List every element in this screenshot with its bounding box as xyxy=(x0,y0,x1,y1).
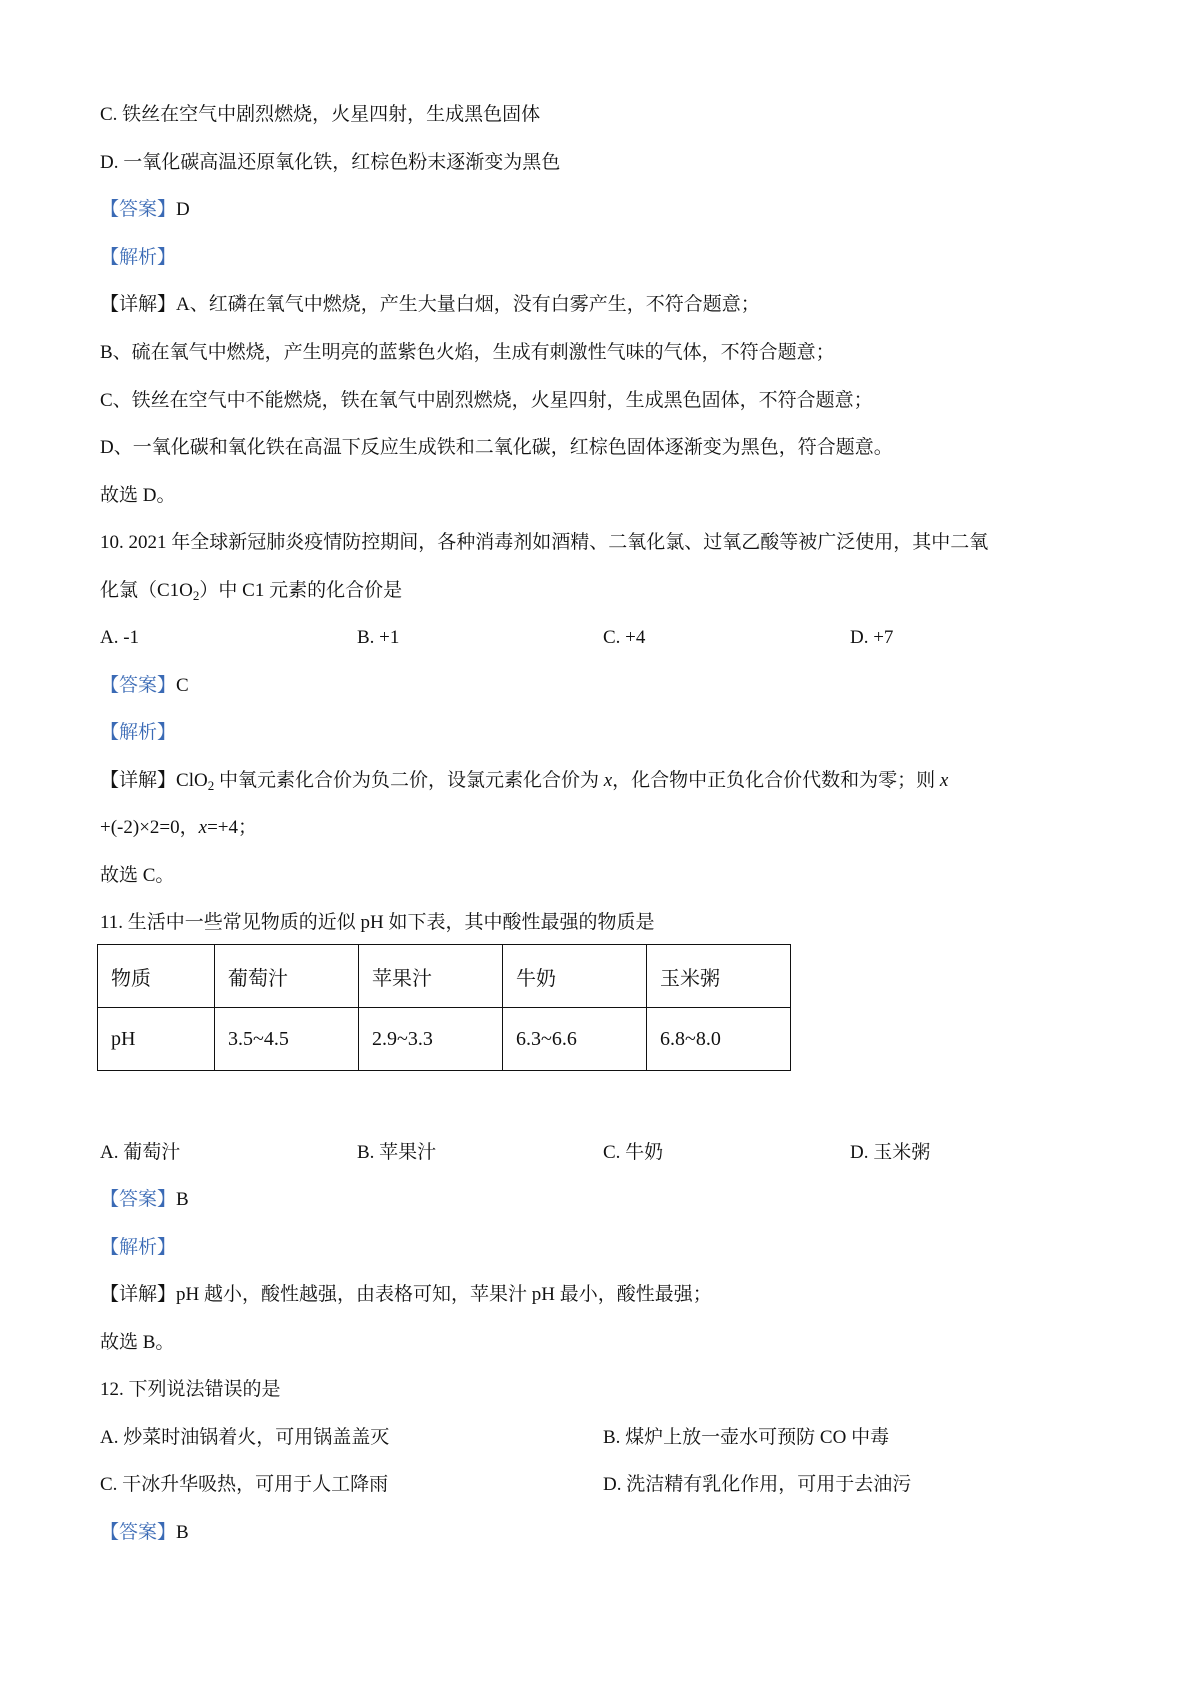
q11-option-d: D. 玉米粥 xyxy=(850,1142,931,1163)
q9-option-d: D. 一氧化碳高温还原氧化铁，红棕色粉末逐渐变为黑色 xyxy=(100,152,561,173)
q10-option-c: C. +4 xyxy=(603,627,646,648)
table-row xyxy=(98,1008,791,1071)
q11-conclusion: 故选 B。 xyxy=(100,1332,175,1353)
q9-conclusion: 故选 D。 xyxy=(100,485,176,506)
q12-option-c: C. 干冰升华吸热，可用于人工降雨 xyxy=(100,1474,389,1495)
table-header-row xyxy=(98,945,791,1008)
q9-detail-d: D、一氧化碳和氧化铁在高温下反应生成铁和二氧化碳，红棕色固体逐渐变为黑色，符合题意。 xyxy=(100,437,893,458)
q10-detail-line1: 【详解】ClO$_2$ 中氧元素化合价为负二价，设氯元素化合价为 x，化合物中正负化合价代数和为零；则 x xyxy=(100,770,949,793)
table-cell: 6.3~6.6 xyxy=(503,1008,647,1071)
q12-stem: 12. 下列说法错误的是 xyxy=(100,1379,281,1400)
q10-stem-line2: 化氯$(C1O_2)$中 C1 元素的化合价是 xyxy=(100,580,403,603)
table-cell: 玉米粥 xyxy=(647,945,791,1008)
table-cell: pH xyxy=(98,1008,215,1071)
answer-value: B xyxy=(176,1522,189,1543)
q10-option-d: D. +7 xyxy=(850,627,894,648)
q10-option-a: A. -1 xyxy=(100,627,140,648)
table-cell: 物质 xyxy=(98,945,215,1008)
q9-detail-a: 【详解】A、红磷在氧气中燃烧，产生大量白烟，没有白雾产生，不符合题意； xyxy=(100,294,760,315)
table-cell: 葡萄汁 xyxy=(215,945,359,1008)
q9-option-c: C. 铁丝在空气中剧烈燃烧，火星四射，生成黑色固体 xyxy=(100,104,541,125)
q11-stem: 11. 生活中一些常见物质的近似 pH 如下表，其中酸性最强的物质是 xyxy=(100,912,655,933)
q12-option-d: D. 洗洁精有乳化作用，可用于去油污 xyxy=(603,1474,912,1495)
table-cell: 苹果汁 xyxy=(359,945,503,1008)
q11-option-a: A. 葡萄汁 xyxy=(100,1142,181,1163)
answer-value: B xyxy=(176,1189,189,1210)
q10-conclusion: 故选 C。 xyxy=(100,865,175,886)
answer-tag: 【答案】 xyxy=(100,675,177,696)
analysis-tag: 【解析】 xyxy=(100,247,177,268)
analysis-tag: 【解析】 xyxy=(100,722,177,743)
table-cell: 2.9~3.3 xyxy=(359,1008,503,1071)
q9-analysis xyxy=(100,245,176,271)
table-cell: 牛奶 xyxy=(503,945,647,1008)
answer-value: D xyxy=(176,199,190,220)
q12-option-b: B. 煤炉上放一壶水可预防 CO 中毒 xyxy=(603,1427,890,1448)
analysis-tag: 【解析】 xyxy=(100,1237,177,1258)
answer-tag: 【答案】 xyxy=(100,199,177,220)
table-cell: 6.8~8.0 xyxy=(647,1008,791,1071)
q11-answer xyxy=(100,1187,189,1213)
q9-answer xyxy=(100,197,190,223)
q10-stem-line1: 10. 2021 年全球新冠肺炎疫情防控期间，各种消毒剂如酒精、二氧化氯、过氧乙酸等被广泛使用，其中二氧 xyxy=(100,532,989,553)
q10-detail-line2: +(-2)×2=0，x=+4； xyxy=(100,817,258,838)
answer-tag: 【答案】 xyxy=(100,1189,177,1210)
q11-option-c: C. 牛奶 xyxy=(603,1142,664,1163)
ph-table xyxy=(97,944,791,1071)
answer-tag: 【答案】 xyxy=(100,1522,177,1543)
q9-detail-b: B、硫在氧气中燃烧，产生明亮的蓝紫色火焰，生成有刺激性气味的气体，不符合题意； xyxy=(100,342,835,363)
q12-answer xyxy=(100,1520,189,1546)
q9-detail-c: C、铁丝在空气中不能燃烧，铁在氧气中剧烈燃烧，火星四射，生成黑色固体，不符合题意； xyxy=(100,390,873,411)
answer-value: C xyxy=(176,675,189,696)
q11-analysis xyxy=(100,1235,176,1261)
q10-analysis xyxy=(100,720,176,746)
q10-answer xyxy=(100,673,189,699)
q11-detail: 【详解】pH 越小，酸性越强，由表格可知，苹果汁 pH 最小，酸性最强； xyxy=(100,1284,712,1305)
q12-option-a: A. 炒菜时油锅着火，可用锅盖盖灭 xyxy=(100,1427,390,1448)
detail-tag: 【详解】 xyxy=(100,294,177,315)
q10-option-b: B. +1 xyxy=(357,627,400,648)
q11-option-b: B. 苹果汁 xyxy=(357,1142,437,1163)
table-cell: 3.5~4.5 xyxy=(215,1008,359,1071)
